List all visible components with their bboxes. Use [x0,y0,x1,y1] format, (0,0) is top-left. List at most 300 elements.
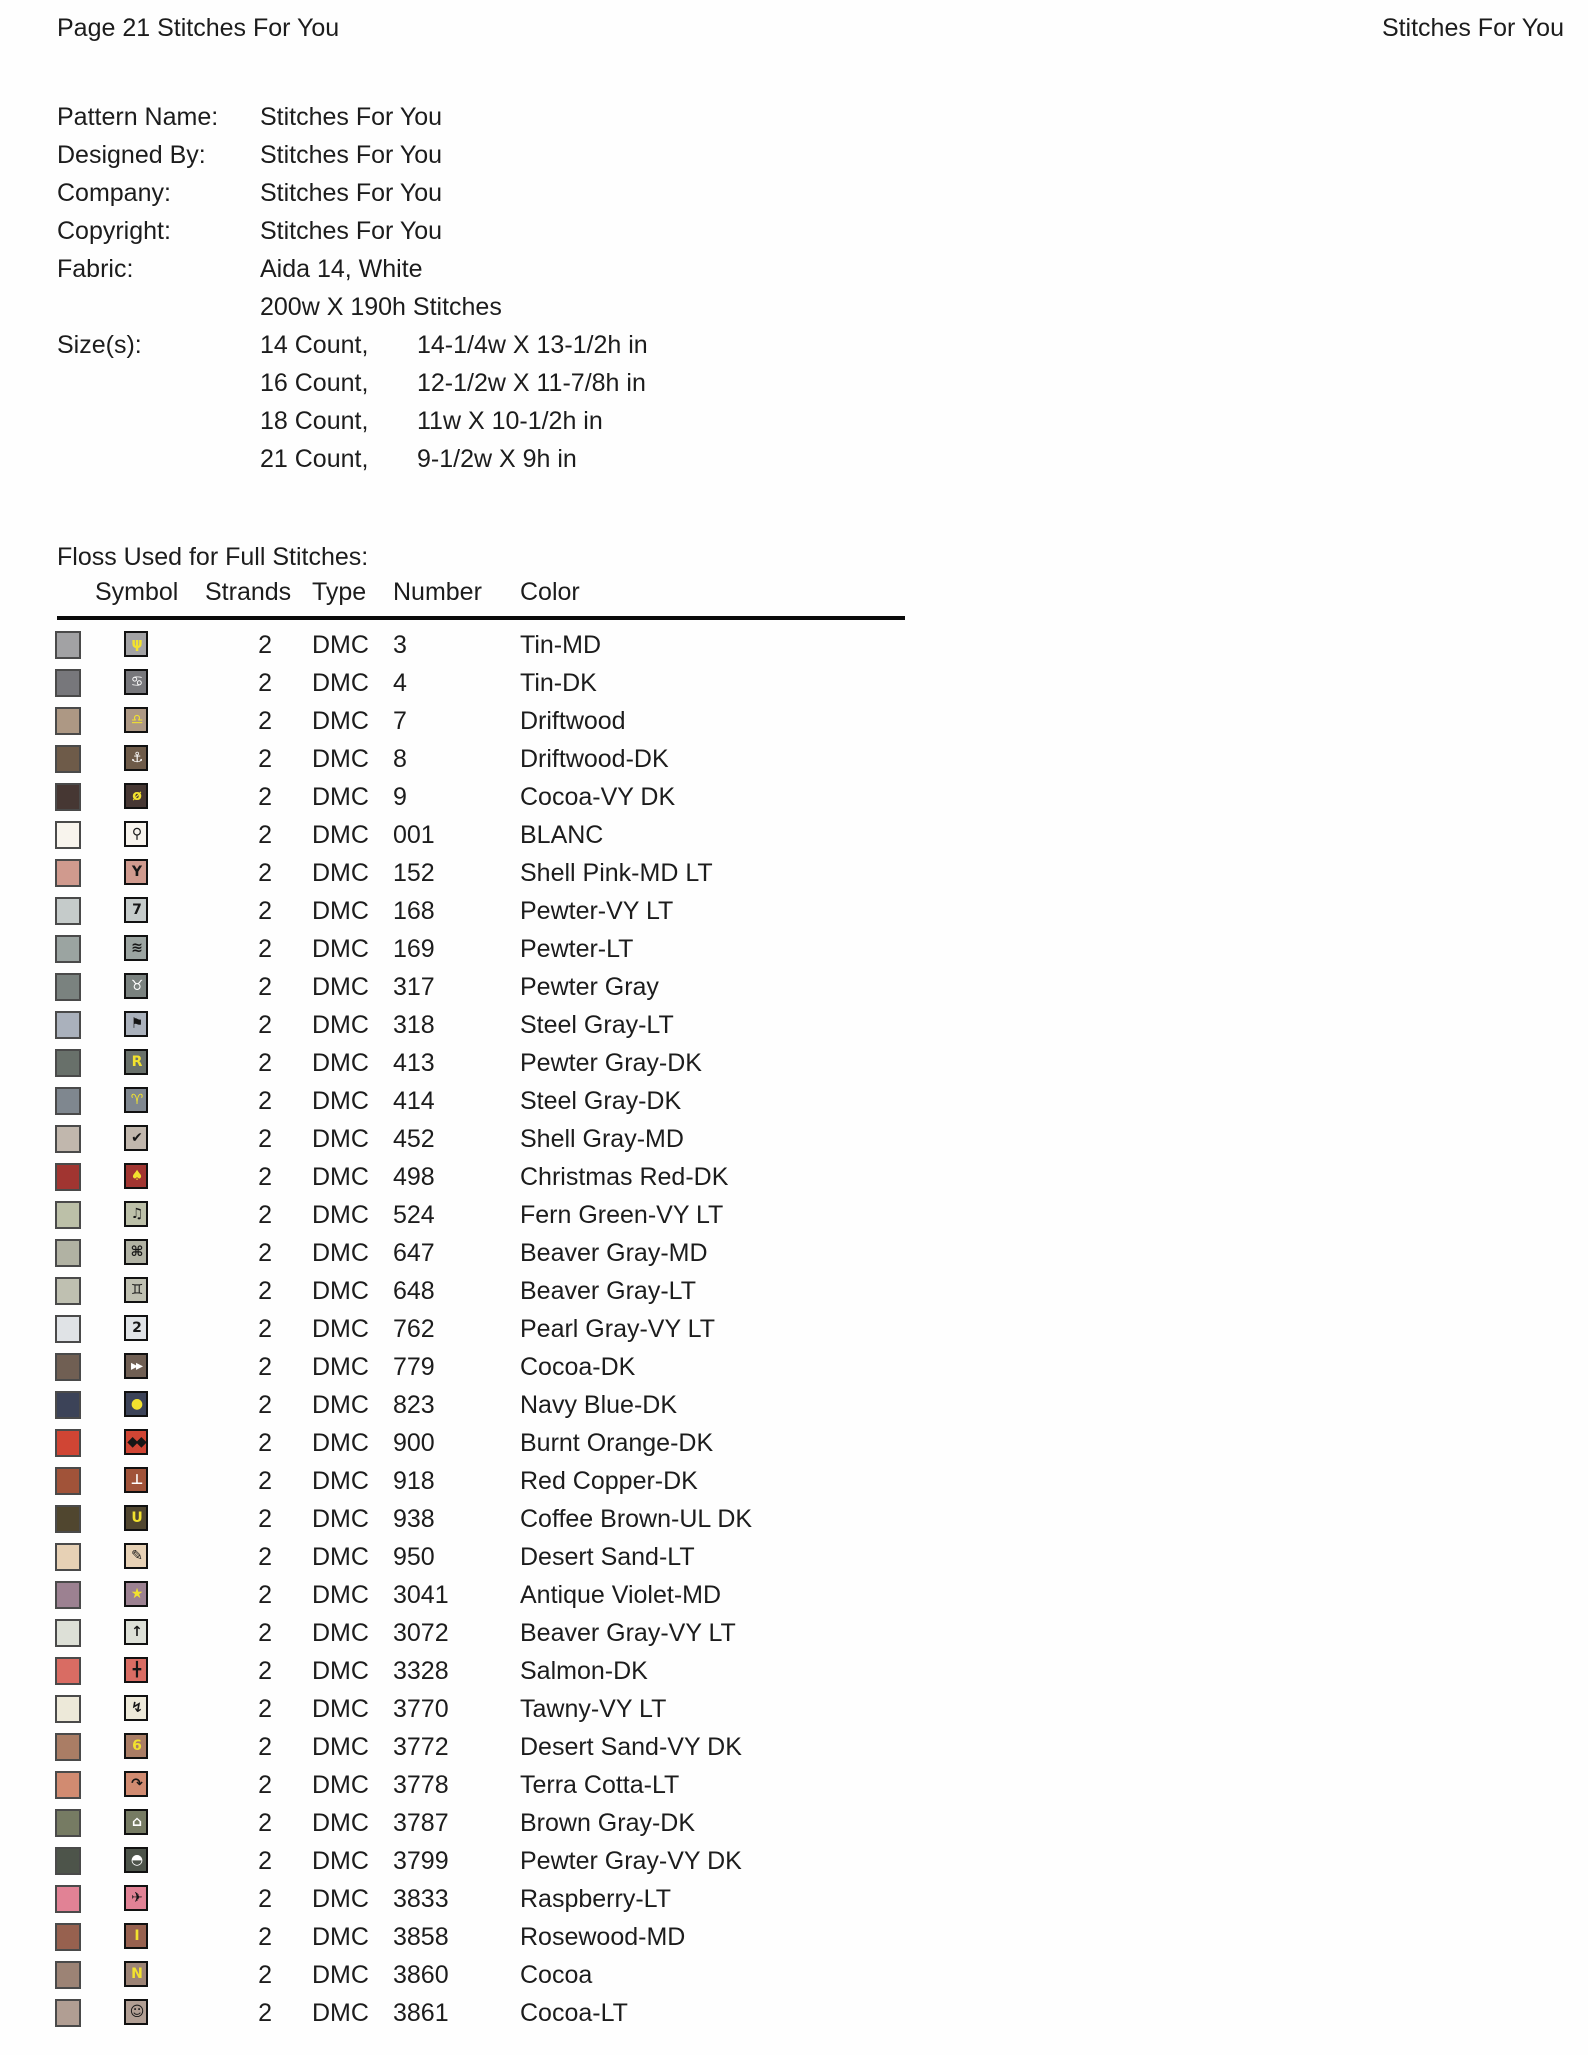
type-cell: DMC [312,1277,369,1305]
type-cell: DMC [312,1657,369,1685]
size-dims: 9-1/2w X 9h in [417,445,577,473]
size-count: 16 Count, [260,369,369,397]
size-count: 21 Count, [260,445,369,473]
color-name-cell: Desert Sand-LT [520,1543,695,1571]
letter-n-icon: N [124,1961,148,1987]
type-cell: DMC [312,1201,369,1229]
floss-table-row [0,1728,1588,1766]
digit-6-icon: 6 [124,1733,148,1759]
music-notes-icon: ♫ [124,1201,148,1227]
airplane-icon: ✈ [124,1885,148,1911]
floss-table-row [0,854,1588,892]
number-cell: 3778 [393,1771,449,1799]
number-cell: 3041 [393,1581,449,1609]
color-name-cell: Red Copper-DK [520,1467,698,1495]
number-cell: 168 [393,897,435,925]
color-name-cell: Cocoa-DK [520,1353,636,1381]
type-cell: DMC [312,1163,369,1191]
number-cell: 9 [393,783,407,811]
type-cell: DMC [312,1809,369,1837]
number-cell: 823 [393,1391,435,1419]
info-row-sizes [57,402,1057,440]
color-swatch [55,1847,81,1875]
strands-cell: 2 [258,897,272,925]
floss-table-header [0,578,1588,612]
color-name-cell: Cocoa-VY DK [520,783,676,811]
color-swatch [55,1581,81,1609]
type-cell: DMC [312,669,369,697]
color-swatch [55,707,81,735]
pencil-icon: ✎ [124,1543,148,1569]
color-name-cell: Tawny-VY LT [520,1695,667,1723]
smiley-icon: ☺ [124,1999,148,2025]
strands-cell: 2 [258,859,272,887]
color-name-cell: Cocoa [520,1961,593,1989]
color-swatch [55,1391,81,1419]
color-name-cell: Antique Violet-MD [520,1581,722,1609]
color-name-cell: BLANC [520,821,604,849]
color-swatch [55,897,81,925]
color-name-cell: Beaver Gray-LT [520,1277,696,1305]
floss-table-row [0,1120,1588,1158]
floss-table-row [0,1576,1588,1614]
color-swatch [55,1201,81,1229]
color-swatch [55,1163,81,1191]
number-cell: 3787 [393,1809,449,1837]
number-cell: 648 [393,1277,435,1305]
number-cell: 647 [393,1239,435,1267]
number-cell: 413 [393,1049,435,1077]
strands-cell: 2 [258,1885,272,1913]
info-value: Stitches For You [260,141,443,169]
waves-icon: ≋ [124,935,148,961]
info-label: Fabric: [57,255,134,283]
type-cell: DMC [312,1999,369,2027]
color-name-cell: Beaver Gray-MD [520,1239,708,1267]
number-cell: 414 [393,1087,435,1115]
color-swatch [55,783,81,811]
info-row-sizes [57,364,1057,402]
color-swatch [55,1961,81,1989]
type-cell: DMC [312,859,369,887]
floss-table-row [0,1994,1588,2032]
color-name-cell: Shell Pink-MD LT [520,859,713,887]
fast-forward-icon: ▸▸ [124,1353,148,1379]
type-cell: DMC [312,1543,369,1571]
floss-table-row [0,702,1588,740]
color-name-cell: Cocoa-LT [520,1999,628,2027]
color-swatch [55,1087,81,1115]
floss-table-row [0,1652,1588,1690]
color-name-cell: Shell Gray-MD [520,1125,684,1153]
color-name-cell: Terra Cotta-LT [520,1771,680,1799]
command-icon: ⌘ [124,1239,148,1265]
strands-cell: 2 [258,1315,272,1343]
color-swatch [55,1353,81,1381]
info-row-copyright [57,212,1057,250]
color-swatch [55,821,81,849]
type-cell: DMC [312,973,369,1001]
color-name-cell: Pewter-VY LT [520,897,674,925]
color-name-cell: Raspberry-LT [520,1885,671,1913]
info-label [57,288,260,326]
strands-cell: 2 [258,1049,272,1077]
type-cell: DMC [312,1505,369,1533]
type-cell: DMC [312,783,369,811]
info-row-fabric [57,250,1057,288]
strands-cell: 2 [258,1771,272,1799]
color-swatch [55,631,81,659]
color-name-cell: Steel Gray-DK [520,1087,682,1115]
info-value: Stitches For You [260,217,443,245]
color-name-cell: Beaver Gray-VY LT [520,1619,736,1647]
number-cell: 950 [393,1543,435,1571]
up-tack-icon: ⊥ [124,1467,148,1493]
aries-icon: ♈ [124,1087,148,1113]
floss-table-row [0,1348,1588,1386]
floss-table-row [0,1196,1588,1234]
info-row-stitch-count [57,288,1057,326]
color-swatch [55,1049,81,1077]
checkmark-icon: ✔ [124,1125,148,1151]
info-label: Designed By: [57,141,206,169]
strands-cell: 2 [258,1201,272,1229]
color-name-cell: Driftwood-DK [520,745,669,773]
type-cell: DMC [312,1239,369,1267]
loop-arrow-icon: ↷ [124,1771,148,1797]
floss-table-row [0,816,1588,854]
number-cell: 3861 [393,1999,449,2027]
size-count: 14 Count, [260,331,369,359]
strands-cell: 2 [258,1847,272,1875]
page-header [57,14,1564,43]
number-cell: 762 [393,1315,435,1343]
info-row-pattern-name [57,98,1057,136]
info-value: Aida 14, White [260,255,423,283]
strands-cell: 2 [258,1543,272,1571]
digit-2-icon: 2 [124,1315,148,1341]
color-swatch [55,1125,81,1153]
info-value: Stitches For You [260,103,443,131]
info-row-sizes [57,326,1057,364]
color-name-cell: Pewter Gray [520,973,659,1001]
type-cell: DMC [312,1315,369,1343]
type-cell: DMC [312,631,369,659]
number-cell: 3770 [393,1695,449,1723]
column-header-strands: Strands [205,578,292,606]
number-cell: 900 [393,1429,435,1457]
number-cell: 3799 [393,1847,449,1875]
strands-cell: 2 [258,1163,272,1191]
gemini-icon: ♊ [124,1277,148,1303]
color-name-cell: Tin-DK [520,669,597,697]
strands-cell: 2 [258,1391,272,1419]
color-swatch [55,1315,81,1343]
strands-cell: 2 [258,669,272,697]
floss-table-row [0,1006,1588,1044]
number-cell: 3858 [393,1923,449,1951]
info-value: 200w X 190h Stitches [260,293,502,321]
strands-cell: 2 [258,1581,272,1609]
floss-table-row [0,1918,1588,1956]
type-cell: DMC [312,821,369,849]
spade-icon: ♠ [124,1163,148,1189]
floss-table-row [0,1614,1588,1652]
number-cell: 317 [393,973,435,1001]
number-cell: 452 [393,1125,435,1153]
slashed-o-icon: ø [124,783,148,809]
strands-cell: 2 [258,1657,272,1685]
heavy-cross-icon: ╋ [124,1657,148,1683]
floss-table-row [0,1234,1588,1272]
i-beam-icon: Ⅰ [124,1923,148,1949]
type-cell: DMC [312,1847,369,1875]
color-swatch [55,935,81,963]
floss-table-row [0,1462,1588,1500]
color-swatch [55,1999,81,2027]
floss-table-row [0,1310,1588,1348]
info-label: Company: [57,179,171,207]
floss-table-row [0,1158,1588,1196]
floss-table-row [0,1766,1588,1804]
color-swatch [55,1429,81,1457]
color-swatch [55,1619,81,1647]
color-name-cell: Driftwood [520,707,626,735]
info-value: Stitches For You [260,179,443,207]
letter-y-icon: Y [124,859,148,885]
strands-cell: 2 [258,1011,272,1039]
color-name-cell: Steel Gray-LT [520,1011,674,1039]
column-header-symbol: Symbol [95,578,179,606]
type-cell: DMC [312,707,369,735]
type-cell: DMC [312,1049,369,1077]
color-name-cell: Brown Gray-DK [520,1809,696,1837]
color-name-cell: Pewter Gray-VY DK [520,1847,742,1875]
type-cell: DMC [312,1771,369,1799]
strands-cell: 2 [258,1961,272,1989]
type-cell: DMC [312,1885,369,1913]
floss-table-row [0,930,1588,968]
pin-icon: ⚲ [124,821,148,847]
color-name-cell: Pewter Gray-DK [520,1049,702,1077]
strands-cell: 2 [258,1277,272,1305]
size-count: 18 Count, [260,407,369,435]
floss-table-row [0,664,1588,702]
info-label: Copyright: [57,217,171,245]
number-cell: 524 [393,1201,435,1229]
floss-table-row [0,1500,1588,1538]
number-cell: 498 [393,1163,435,1191]
pattern-info [57,98,1057,478]
floss-table-row [0,1424,1588,1462]
strands-cell: 2 [258,1429,272,1457]
table-header-rule [57,616,905,620]
strands-cell: 2 [258,745,272,773]
color-name-cell: Rosewood-MD [520,1923,686,1951]
color-swatch [55,1277,81,1305]
libra-icon: ♎ [124,707,148,733]
type-cell: DMC [312,1011,369,1039]
type-cell: DMC [312,1353,369,1381]
floss-table-row [0,1690,1588,1728]
page-header-right: Stitches For You [1381,14,1564,42]
type-cell: DMC [312,1619,369,1647]
color-name-cell: Tin-MD [520,631,602,659]
number-cell: 8 [393,745,407,773]
number-cell: 152 [393,859,435,887]
floss-table-row [0,1842,1588,1880]
letter-u-icon: U [124,1505,148,1531]
strands-cell: 2 [258,973,272,1001]
color-swatch [55,973,81,1001]
type-cell: DMC [312,935,369,963]
color-swatch [55,669,81,697]
number-cell: 918 [393,1467,435,1495]
color-name-cell: Salmon-DK [520,1657,648,1685]
strands-cell: 2 [258,1505,272,1533]
color-name-cell: Navy Blue-DK [520,1391,677,1419]
color-swatch [55,1733,81,1761]
moon-circle-icon: ● [124,1391,148,1417]
column-header-number: Number [393,578,482,606]
size-dims: 11w X 10-1/2h in [417,407,603,435]
type-cell: DMC [312,1695,369,1723]
strands-cell: 2 [258,1809,272,1837]
color-name-cell: Coffee Brown-UL DK [520,1505,753,1533]
number-cell: 3772 [393,1733,449,1761]
cancer-icon: ♋ [124,669,148,695]
strands-cell: 2 [258,783,272,811]
lightning-icon: ↯ [124,1695,148,1721]
number-cell: 7 [393,707,407,735]
type-cell: DMC [312,1467,369,1495]
number-cell: 3072 [393,1619,449,1647]
floss-table-row [0,1804,1588,1842]
strands-cell: 2 [258,1619,272,1647]
column-header-type: Type [312,578,367,606]
color-name-cell: Burnt Orange-DK [520,1429,714,1457]
floss-rows [0,626,1588,2032]
number-cell: 169 [393,935,435,963]
color-swatch [55,745,81,773]
strands-cell: 2 [258,1125,272,1153]
floss-table-row [0,892,1588,930]
color-name-cell: Fern Green-VY LT [520,1201,724,1229]
strands-cell: 2 [258,1467,272,1495]
number-cell: 3860 [393,1961,449,1989]
strands-cell: 2 [258,1999,272,2027]
color-name-cell: Pearl Gray-VY LT [520,1315,715,1343]
color-swatch [55,859,81,887]
type-cell: DMC [312,897,369,925]
anchor-icon: ⚓ [124,745,148,771]
number-cell: 3328 [393,1657,449,1685]
color-swatch [55,1771,81,1799]
color-swatch [55,1011,81,1039]
type-cell: DMC [312,1581,369,1609]
double-diamond-icon: ◆◆ [124,1429,148,1455]
strands-cell: 2 [258,1923,272,1951]
strands-cell: 2 [258,1695,272,1723]
number-cell: 001 [393,821,435,849]
color-name-cell: Desert Sand-VY DK [520,1733,742,1761]
type-cell: DMC [312,1125,369,1153]
letter-r-icon: R [124,1049,148,1075]
number-cell: 938 [393,1505,435,1533]
color-swatch [55,1505,81,1533]
strands-cell: 2 [258,1087,272,1115]
info-row-sizes [57,440,1057,478]
psi-icon: ψ [124,631,148,657]
color-swatch [55,1695,81,1723]
info-label: Pattern Name: [57,103,219,131]
strands-cell: 2 [258,1733,272,1761]
number-cell: 3 [393,631,407,659]
size-dims: 14-1/4w X 13-1/2h in [417,331,648,359]
digit-7-icon: 7 [124,897,148,923]
floss-table-row [0,778,1588,816]
strands-cell: 2 [258,1353,272,1381]
taurus-icon: ♉ [124,973,148,999]
floss-table-row [0,1956,1588,1994]
strands-cell: 2 [258,1239,272,1267]
page-header-left: Page 21 Stitches For You [57,14,340,42]
floss-table-row [0,968,1588,1006]
floss-table-row [0,1386,1588,1424]
flag-icon: ⚑ [124,1011,148,1037]
floss-table-row [0,1082,1588,1120]
type-cell: DMC [312,1923,369,1951]
color-swatch [55,1543,81,1571]
color-swatch [55,1657,81,1685]
color-name-cell: Pewter-LT [520,935,634,963]
strands-cell: 2 [258,707,272,735]
color-swatch [55,1923,81,1951]
floss-table-row [0,626,1588,664]
strands-cell: 2 [258,935,272,963]
strands-cell: 2 [258,631,272,659]
type-cell: DMC [312,1429,369,1457]
floss-section-title: Floss Used for Full Stitches: [57,543,369,571]
number-cell: 4 [393,669,407,697]
floss-table-row [0,1272,1588,1310]
info-row-company [57,174,1057,212]
sizes-label: Size(s): [57,331,142,359]
up-arrow-icon: ↑ [124,1619,148,1645]
color-name-cell: Christmas Red-DK [520,1163,729,1191]
color-swatch [55,1467,81,1495]
type-cell: DMC [312,1961,369,1989]
strands-cell: 2 [258,821,272,849]
number-cell: 779 [393,1353,435,1381]
floss-table-row [0,740,1588,778]
color-swatch [55,1885,81,1913]
info-row-designed-by [57,136,1057,174]
color-swatch [55,1239,81,1267]
type-cell: DMC [312,1391,369,1419]
size-dims: 12-1/2w X 11-7/8h in [417,369,646,397]
half-circle-icon: ◓ [124,1847,148,1873]
star-icon: ★ [124,1581,148,1607]
type-cell: DMC [312,1733,369,1761]
house-icon: ⌂ [124,1809,148,1835]
number-cell: 318 [393,1011,435,1039]
floss-table-row [0,1880,1588,1918]
column-header-color: Color [520,578,580,606]
type-cell: DMC [312,1087,369,1115]
color-swatch [55,1809,81,1837]
floss-table-row [0,1044,1588,1082]
